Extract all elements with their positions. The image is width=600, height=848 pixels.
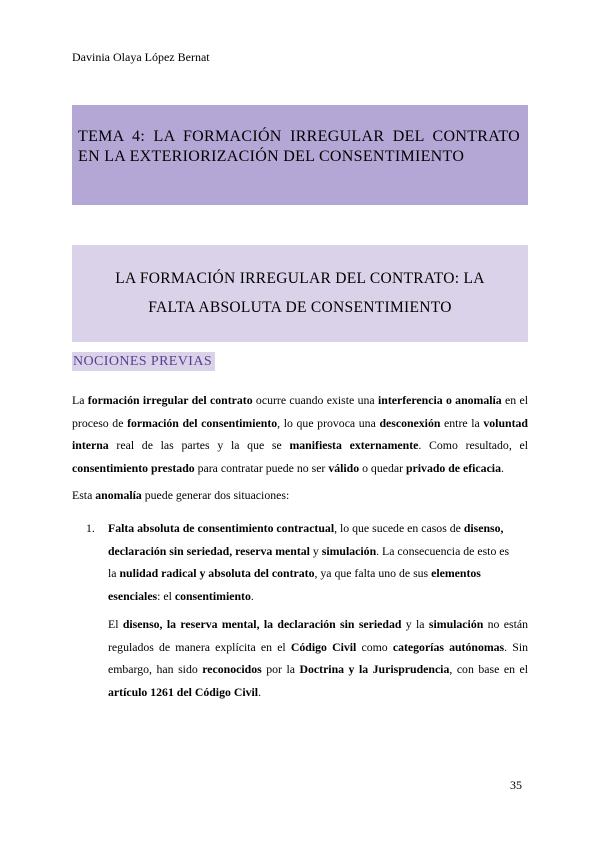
list-item-text: Falta absoluta de consentimiento contractual, lo que sucede en casos de disenso, declaración sin seriedad, reserva mental y simulación. La consecuencia de esto es la nulidad radical y absoluta del contrato, ya que falta uno de sus elementos esenciales: el consentimiento. bbox=[108, 521, 510, 603]
chapter-title-box bbox=[72, 105, 528, 205]
paragraph-regulation: El disenso, la reserva mental, la declaración sin seriedad y la simulación no están regulados de manera explícita en el Código Civil como categorías autónomas. Sin embargo, han sido reconocidos por la Doctrina y la Jurisprudencia, con base en el artículo 1261 del Código Civil. bbox=[108, 617, 529, 699]
section-title-line2: FALTA ABSOLUTA DE CONSENTIMIENTO bbox=[148, 299, 452, 316]
header-author: Davinia Olaya López Bernat bbox=[72, 50, 210, 64]
list-item bbox=[86, 517, 528, 607]
section-title-line1: LA FORMACIÓN IRREGULAR DEL CONTRATO: LA bbox=[115, 270, 485, 287]
chapter-title: TEMA 4: LA FORMACIÓN IRREGULAR DEL CONTRATO EN LA EXTERIORIZACIÓN DEL CONSENTIMIENTO bbox=[78, 128, 520, 165]
section-title bbox=[82, 264, 518, 322]
list-item-number: 1. bbox=[86, 521, 95, 535]
section-title-box bbox=[72, 245, 528, 342]
paragraph-intro: La formación irregular del contrato ocurre cuando existe una interferencia o anomalía en el proceso de formación del consentimiento, lo que provoca una desconexión entre la voluntad interna real de las partes y la que se manifiesta externamente. Como resultado, el consentimiento prestado para contratar puede no ser válido o quedar privado de eficacia. bbox=[72, 393, 529, 475]
subsection-heading: NOCIONES PREVIAS bbox=[72, 352, 215, 371]
page-number: 35 bbox=[510, 778, 522, 792]
paragraph-situations: Esta anomalía puede generar dos situaciones: bbox=[72, 488, 290, 502]
